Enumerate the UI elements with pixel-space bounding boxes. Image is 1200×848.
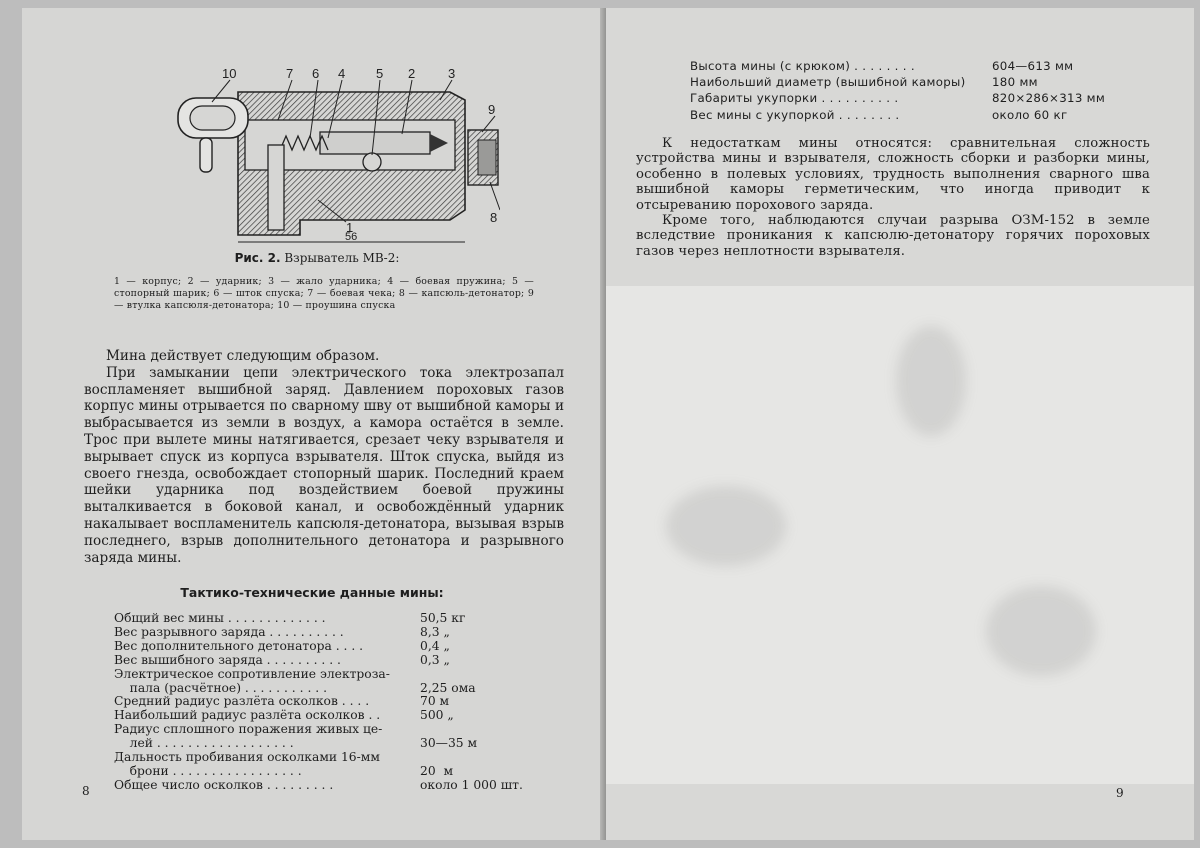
spec-label: Вес дополнительного детонатора . . . . [114,638,364,653]
callout-4: 4 [338,66,346,81]
paragraph: Мина действует следующим образом. [106,348,380,364]
right-page [606,8,1194,840]
spec-value: 2,25 ома [420,680,476,695]
paragraph: К недостаткам мины относятся: сравнительная сложность устройства мины и взрывателя, сложность сборки и разборки мины, особенно в полевых условиях, трудность выполнения сварного шва вышибной каморы герметическим, что иногда приводит к отсыреванию порохового заряда. [636,136,1150,213]
spec-label: Дальность пробивания осколками 16-мм брони . . . . . . . . . . . . . . . . . [114,750,380,778]
page-number-right: 9 [1116,786,1124,800]
spec-row [114,723,564,751]
spec-label: Вес мины с укупоркой . . . . . . . . [690,107,900,122]
callout-1: 1 [346,220,354,235]
page-number-left: 8 [82,784,90,798]
spec-label: Наибольший радиус разлёта осколков . . [114,708,381,723]
spec-row [690,90,1110,106]
spec-label: Общее число осколков . . . . . . . . . [114,777,334,792]
spec-value: 0,4 „ [420,638,450,653]
figure-caption [82,251,552,265]
callout-8: 8 [490,210,498,225]
callout-10: 10 [222,66,237,81]
callout-9: 9 [488,102,496,117]
spec-row [690,107,1110,123]
paragraph: При замыкании цепи электрического тока электрозапал воспламеняет вышибной заряд. Давлением пороховых газов корпус мины отрывается по сварному шву от вышибной каморы и выбрасывается из земли в воздух, а камора остаётся в земле. Трос при вылете мины натягивается, срезает чеку взрывателя и вырывает спуск из корпуса взрывателя. Шток спуска, выйдя из своего гнезда, освобождает стопорный шарик. Последний краем шейки ударника под воздействием боевой пружины выталкивается в боковой канал, и освобождённый ударник накалывает воспламенитель капсюля-детонатора, вызывая взрыв последнего, взрыв дополнительного детонатора и разрывного заряда мины. [84,364,564,566]
left-body-text [84,348,564,566]
release-eye-hole [190,106,235,130]
fuze-diagram [150,60,500,250]
callout-5: 5 [376,66,384,81]
spec-value: 604—613 мм [992,59,1074,73]
callout-line [490,182,500,210]
spec-value: 70 м [420,694,450,709]
blank-page-area [606,286,1194,784]
spec-row [114,668,564,696]
spec-value: 8,3 „ [420,624,450,639]
spec-row [690,58,1110,74]
smudge [986,586,1096,676]
spec-value: около 1 000 шт. [420,777,523,792]
figure-legend: 1 — корпус; 2 — ударник; 3 — жало ударника; 4 — боевая пружина; 5 — стопорный шарик; 6 — шток спуска; 7 — боевая чека; 8 — капсюль-детонатор; 9 — втулка капсюля-детонатора; 10 — проушина спуска [114,276,534,311]
spec-label: Радиус сплошного поражения живых це- лей . . . . . . . . . . . . . . . . . . [114,722,383,751]
smudge [666,486,786,566]
spec-value: 820×286×313 мм [992,91,1106,106]
pin [268,145,284,230]
left-page [22,8,604,840]
callout-7: 7 [286,66,294,81]
stop-ball [363,153,381,171]
spec-value: 500 „ [420,708,454,723]
spec-label: Средний радиус разлёта осколков . . . . [114,694,370,709]
spec-row [690,74,1110,90]
spec-row [114,654,564,668]
dimension-label: 56 [345,231,358,243]
detonator-cap [478,140,496,175]
spec-label: Вес разрывного заряда . . . . . . . . . . [114,624,344,639]
release-pin-head [200,138,212,172]
spec-value: 180 мм [992,75,1038,90]
caption-title: Взрыватель МВ-2: [284,251,400,265]
spec-value: 20 м [420,763,454,778]
spec-label: Электрическое сопротивление электроза- пала (расчётное) . . . . . . . . . . . [114,666,390,695]
spec-label: Наибольший диаметр (вышибной каморы) [690,75,966,90]
specs-title: Тактико-технические данные мины: [180,585,444,600]
spec-label: Вес вышибного заряда . . . . . . . . . . [114,652,341,667]
spec-value: 0,3 „ [420,652,450,667]
spec-value: 50,5 кг [420,611,466,625]
right-specs-table [690,58,1110,123]
spec-value: 30—35 м [420,736,478,751]
spec-label: Габариты укупорки . . . . . . . . . . [690,91,899,106]
paragraph: Кроме того, наблюдаются случаи разрыва ОЗМ-152 в земле вследствие проникания к капсюлю-детонатору горячих пороховых газов через неплотности взрывателя. [636,213,1150,259]
spec-value: около 60 кг [992,107,1068,122]
right-body-text [636,136,1150,259]
spec-row [114,779,564,793]
callout-6: 6 [312,66,320,81]
spec-row [114,626,564,640]
specs-table [114,612,564,793]
callout-2: 2 [408,66,416,81]
callout-3: 3 [448,66,456,81]
spec-row [114,612,564,626]
spec-label: Общий вес мины . . . . . . . . . . . . . [114,611,326,625]
smudge [896,326,966,436]
spec-row [114,640,564,654]
striker [320,132,430,154]
spec-row [114,751,564,779]
spec-label: Высота мины (с крюком) . . . . . . . . [690,59,915,73]
caption-label: Рис. 2. [234,251,281,265]
spec-row [114,695,564,709]
spec-row [114,709,564,723]
